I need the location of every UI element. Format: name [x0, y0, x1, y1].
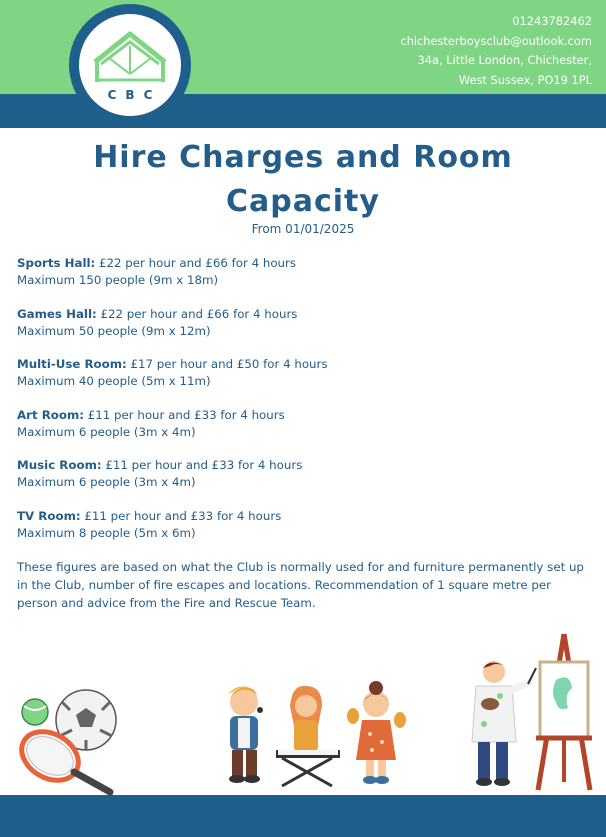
title-line-1: Hire Charges and Room — [93, 140, 513, 175]
room-item-art-room — [17, 407, 587, 441]
painter-easel-illustration — [460, 632, 595, 792]
effective-date: From 01/01/2025 — [251, 222, 355, 236]
room-name: Art Room: — [17, 407, 84, 422]
email-address: chichesterboysclub@outlook.com — [400, 33, 592, 48]
room-price: £17 per hour and £50 for 4 hours — [126, 357, 328, 371]
capacity-note: These figures are based on what the Club is normally used for and furniture permanently set up in the Club, number of fire escapes and locations. Recommendation of 1 square metre per person and advice from the Fire and Rescue Team. — [17, 560, 584, 610]
room-capacity: Maximum 150 people (9m x 18m) — [17, 273, 219, 287]
address-line-2: West Sussex, PO19 1PL — [458, 72, 592, 87]
room-price: £11 per hour and £33 for 4 hours — [80, 508, 282, 523]
roof-icon — [91, 28, 169, 88]
room-capacity: Maximum 8 people (5m x 6m) — [17, 525, 196, 540]
room-name: Sports Hall: — [17, 256, 96, 270]
room-price: £22 per hour and £66 for 4 hours — [96, 306, 298, 321]
club-logo — [69, 4, 191, 126]
room-name: Music Room: — [17, 458, 102, 472]
room-name: Multi-Use Room: — [17, 357, 127, 371]
children-band-illustration — [210, 680, 420, 795]
room-name: Games Hall: — [17, 306, 97, 321]
footer-band — [0, 795, 606, 837]
room-capacity: Maximum 6 people (3m x 4m) — [17, 424, 196, 439]
room-capacity: Maximum 50 people (9m x 12m) — [17, 323, 211, 338]
room-price: £22 per hour and £66 for 4 hours — [95, 256, 297, 270]
room-item-tv-room — [17, 508, 587, 542]
phone-number: 01243782462 — [512, 14, 592, 28]
room-item-games-hall — [17, 306, 587, 340]
logo-text: CBC — [107, 88, 162, 102]
room-name: TV Room: — [17, 508, 81, 523]
room-item-music-room — [17, 457, 587, 491]
sports-balls-illustration — [12, 688, 127, 798]
room-capacity: Maximum 6 people (3m x 4m) — [17, 475, 196, 489]
contact-info — [400, 12, 592, 90]
room-list — [17, 255, 587, 558]
page-title — [0, 136, 606, 224]
room-price: £11 per hour and £33 for 4 hours — [101, 458, 303, 472]
address-line-1: 34a, Little London, Chichester, — [417, 53, 592, 67]
room-capacity: Maximum 40 people (5m x 11m) — [17, 374, 211, 388]
room-price: £11 per hour and £33 for 4 hours — [84, 407, 285, 422]
room-item-sports-hall — [17, 255, 587, 289]
room-item-multi-use-room — [17, 356, 587, 390]
title-line-2: Capacity — [226, 184, 380, 219]
